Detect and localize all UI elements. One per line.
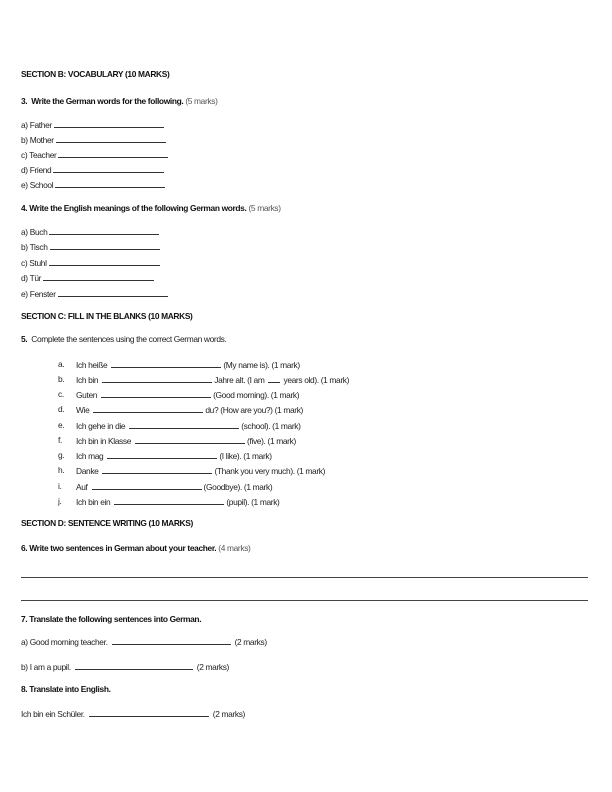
item-label: d) Tür [21, 273, 42, 283]
question-7: 7. Translate the following sentences into German. [21, 614, 202, 624]
answer-blank[interactable] [56, 134, 166, 143]
item-label: c) Stuhl [21, 258, 47, 268]
q7-item-a [21, 636, 267, 647]
item-suffix: (I like). (1 mark) [219, 451, 272, 461]
q5-number: 5. [21, 334, 28, 344]
item-label: a) Buch [21, 227, 48, 237]
item-letter: j. [58, 496, 62, 506]
answer-blank[interactable] [135, 435, 245, 444]
q3-text: Write the German words for the following. [31, 96, 184, 106]
item-prefix: Ich bin [76, 375, 99, 385]
q3-item [21, 164, 166, 175]
item-prefix: Danke [76, 466, 99, 476]
q4-marks: (5 marks) [248, 203, 281, 213]
item-letter: a. [58, 359, 65, 369]
item-label: a) Good morning teacher. [21, 637, 108, 647]
item-prefix: Auf [76, 482, 88, 492]
q4-text: 4. Write the English meanings of the following German words. [21, 203, 247, 213]
item-label: e) Fenster [21, 289, 56, 299]
item-label: a) Father [21, 120, 52, 130]
age-blank[interactable] [268, 374, 280, 383]
item-suffix: (Thank you very much). (1 mark) [214, 466, 326, 476]
item-prefix: Ich mag [76, 451, 104, 461]
q3-number: 3. [21, 96, 28, 106]
item-prefix: Ich heiße [76, 360, 108, 370]
answer-line[interactable] [21, 600, 588, 601]
section-c-title: SECTION C: FILL IN THE BLANKS (10 MARKS) [21, 311, 193, 321]
answer-blank[interactable] [111, 359, 221, 368]
answer-blank[interactable] [89, 708, 209, 717]
item-label: b) Mother [21, 135, 54, 145]
q4-item [21, 257, 162, 268]
q6-marks: (4 marks) [218, 543, 251, 553]
section-d-title: SECTION D: SENTENCE WRITING (10 MARKS) [21, 518, 193, 528]
answer-blank[interactable] [114, 496, 224, 505]
item-suffix: (Goodbye). (1 mark) [203, 482, 273, 492]
q3-item [21, 134, 168, 145]
item-letter: e. [58, 420, 65, 430]
answer-blank[interactable] [53, 164, 164, 173]
question-4 [21, 203, 281, 213]
item-prefix: Ich bin in Klasse [76, 436, 132, 446]
item-prefix: Guten [76, 390, 98, 400]
q3-item [21, 179, 167, 190]
item-suffix: (pupil). (1 mark) [226, 497, 280, 507]
q7-item-b [21, 661, 229, 672]
answer-blank[interactable] [55, 179, 165, 188]
answer-blank[interactable] [102, 465, 212, 474]
answer-blank[interactable] [93, 404, 203, 413]
answer-blank[interactable] [58, 149, 168, 158]
question-5 [21, 334, 227, 344]
item-label: d) Friend [21, 165, 52, 175]
item-prefix: Ich gehe in die [76, 421, 126, 431]
item-letter: h. [58, 465, 65, 475]
answer-blank[interactable] [43, 272, 154, 281]
q4-item [21, 288, 170, 299]
question-3 [21, 96, 218, 106]
answer-blank[interactable] [129, 420, 239, 429]
item-letter: f. [58, 435, 62, 445]
item-suffix: (Good morning). (1 mark) [213, 390, 300, 400]
item-label: e) School [21, 180, 54, 190]
answer-blank[interactable] [75, 661, 193, 670]
item-letter: d. [58, 404, 65, 414]
item-marks: (2 marks) [196, 662, 229, 672]
item-suffix: (My name is). (1 mark) [223, 360, 300, 370]
item-prefix: Ich bin ein [76, 497, 111, 507]
answer-blank[interactable] [49, 257, 160, 266]
question-8: 8. Translate into English. [21, 684, 111, 694]
answer-line[interactable] [21, 577, 588, 578]
item-suffix: (five). (1 mark) [247, 436, 296, 446]
q4-item [21, 272, 156, 283]
answer-blank[interactable] [54, 119, 164, 128]
q5-text: Complete the sentences using the correct German words. [31, 334, 227, 344]
q6-text: 6. Write two sentences in German about your teacher. [21, 543, 217, 553]
q3-item [21, 119, 166, 130]
item-letter: b. [58, 374, 65, 384]
item-letter: i. [58, 481, 62, 491]
item-marks: (2 marks) [212, 709, 245, 719]
q3-marks: (5 marks) [185, 96, 218, 106]
q8-item [21, 708, 245, 719]
item-label: Ich bin ein Schüler. [21, 709, 85, 719]
section-b-title: SECTION B: VOCABULARY (10 MARKS) [21, 69, 170, 79]
q3-item [21, 149, 170, 160]
item-label: b) I am a pupil. [21, 662, 71, 672]
item-prefix: Wie [76, 405, 90, 415]
item-suffix: du? (How are you?) (1 mark) [205, 405, 303, 415]
question-6 [21, 543, 250, 553]
answer-blank[interactable] [102, 374, 212, 383]
item-label: c) Teacher [21, 150, 57, 160]
item-suffix-2: years old). (1 mark) [283, 375, 350, 385]
answer-blank[interactable] [49, 226, 159, 235]
answer-blank[interactable] [58, 288, 168, 297]
item-letter: g. [58, 450, 65, 460]
q4-item [21, 241, 162, 252]
answer-blank[interactable] [112, 636, 231, 645]
item-letter: c. [58, 389, 64, 399]
answer-blank[interactable] [50, 241, 160, 250]
item-label: b) Tisch [21, 242, 48, 252]
answer-blank[interactable] [107, 450, 217, 459]
item-marks: (2 marks) [234, 637, 267, 647]
q4-item [21, 226, 161, 237]
answer-blank[interactable] [92, 481, 202, 490]
item-suffix: (school). (1 mark) [241, 421, 301, 431]
answer-blank[interactable] [101, 389, 211, 398]
item-suffix: Jahre alt. (I am [214, 375, 265, 385]
